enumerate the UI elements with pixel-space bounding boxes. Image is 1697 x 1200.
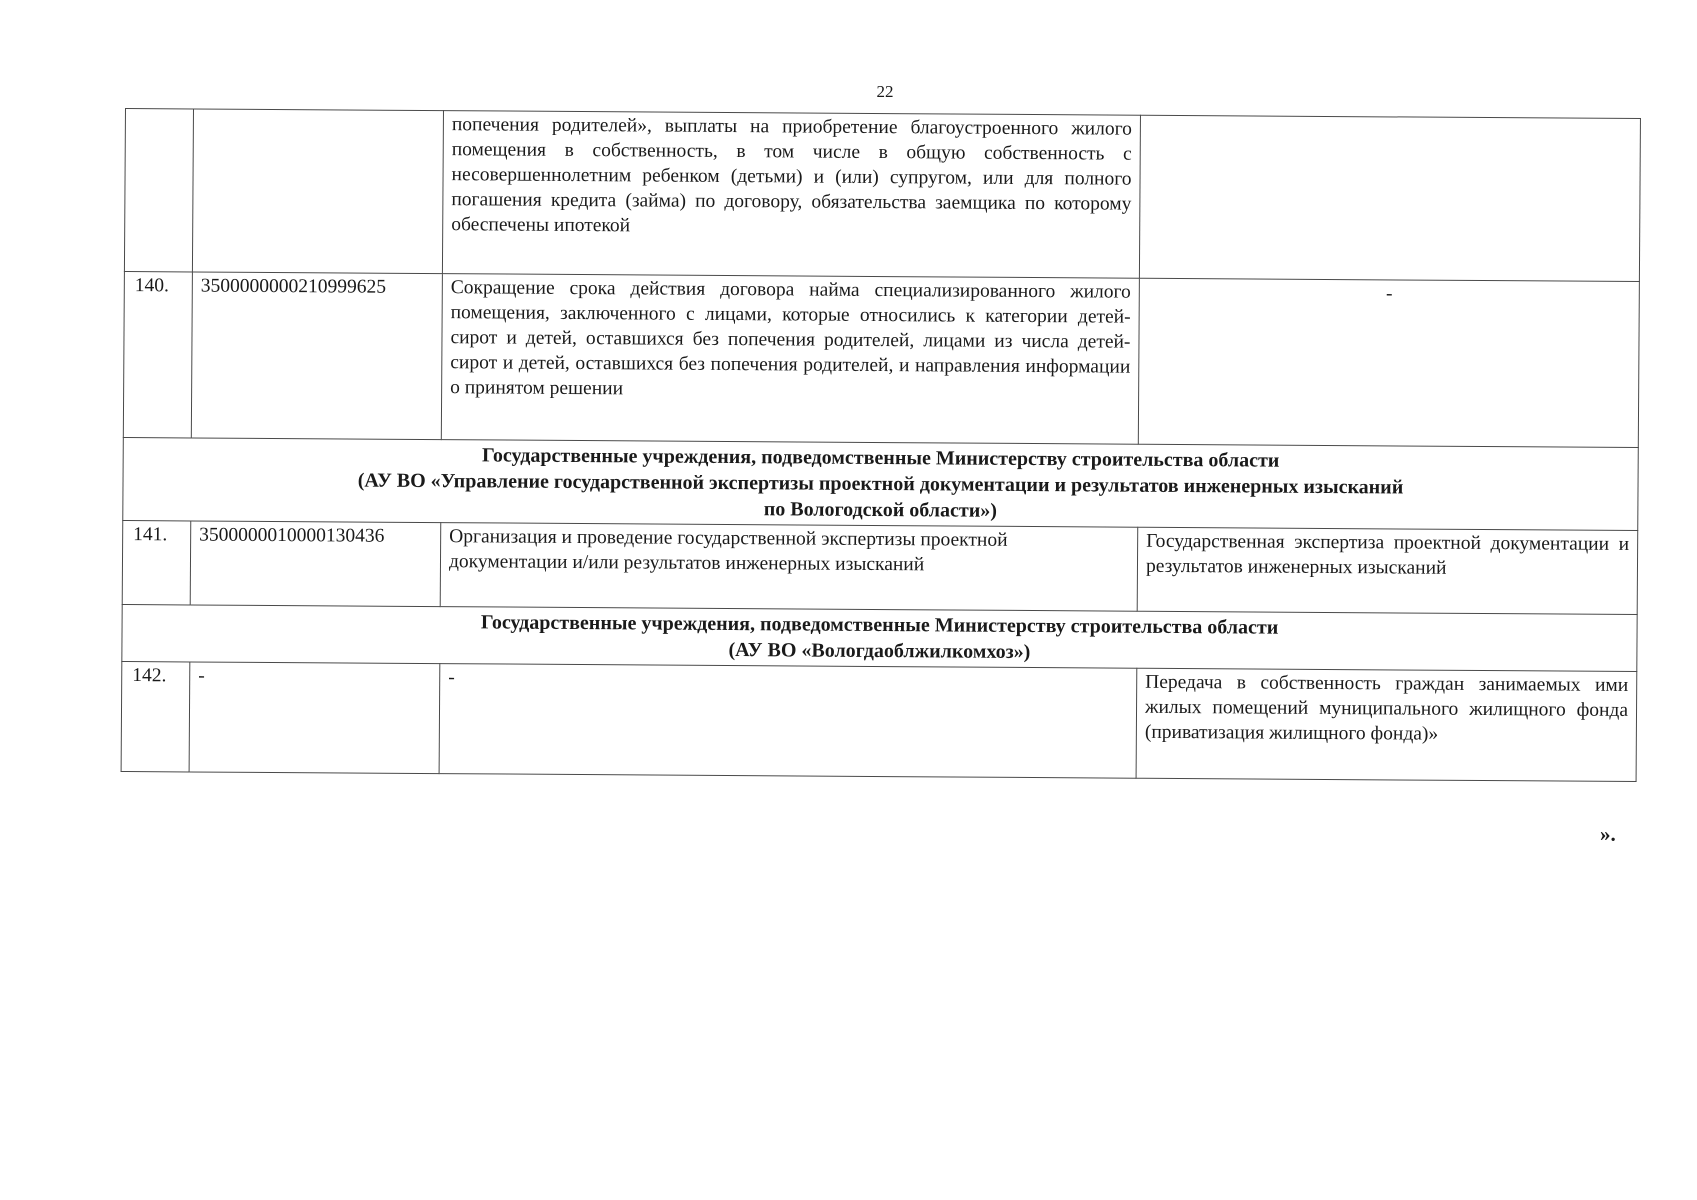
section-subtitle: (АУ ВО «Вологдаоблжилкомхоз») — [728, 639, 1031, 664]
section-header-row — [122, 604, 1637, 671]
service-code: - — [189, 662, 440, 774]
table-row — [124, 109, 1640, 282]
service-name: Сокращение срока действия договора найма специализированного жилого помещения, заключенного с лицами, которые относились к категории детей-сирот и детей, оставшихся без попечения родителей, лицами из числа детей-сирот и детей, оставшихся без попечения родителей, и направления информации о принятом решении — [441, 274, 1139, 445]
row-number: 141. — [122, 520, 191, 604]
service-name: - — [439, 664, 1137, 779]
service-code: 3500000000210999625 — [191, 272, 442, 440]
row-number — [124, 109, 193, 272]
service-result — [1139, 115, 1640, 281]
services-table — [121, 108, 1641, 782]
section-subtitle: по Вологодской области») — [763, 498, 998, 522]
row-number: 142. — [121, 661, 190, 771]
section-header — [122, 604, 1637, 671]
section-header-row — [123, 437, 1639, 530]
table-row — [122, 520, 1638, 614]
service-name: попечения родителей», выплаты на приобретение благоустроенного жилого помещения в собственность, в том числе в общую собственность с несовершеннолетним ребенком (детьми) и (или) супругом, или для полного погашения кредита (займа) по договору, обязательства заемщика по которому обеспечены ипотекой — [442, 111, 1140, 279]
row-number: 140. — [123, 271, 192, 437]
closing-quote-mark: ». — [1600, 822, 1616, 846]
service-code — [192, 109, 443, 274]
service-code: 3500000010000130436 — [190, 521, 441, 607]
service-name: Организация и проведение государственной экспертизы проектной документации и/или результатов инженерных изысканий — [440, 523, 1138, 612]
service-result: - — [1138, 278, 1639, 447]
table-row — [121, 661, 1637, 781]
section-title: Государственные учреждения, подведомственные Министерству строительства области — [480, 611, 1279, 639]
section-title: Государственные учреждения, подведомственные Министерству строительства области — [481, 444, 1280, 472]
section-header — [123, 437, 1639, 530]
table-row — [123, 271, 1639, 447]
page-number: 22 — [876, 82, 894, 101]
service-result: Государственная экспертиза проектной документации и результатов инженерных изысканий — [1137, 527, 1638, 614]
service-result: Передача в собственность граждан занимаемых ими жилых помещений муниципального жилищного фонда (приватизация жилищного фонда)» — [1136, 668, 1637, 781]
section-subtitle: (АУ ВО «Управление государственной экспертизы проектной документации и результатов инженерных изысканий — [357, 469, 1404, 499]
